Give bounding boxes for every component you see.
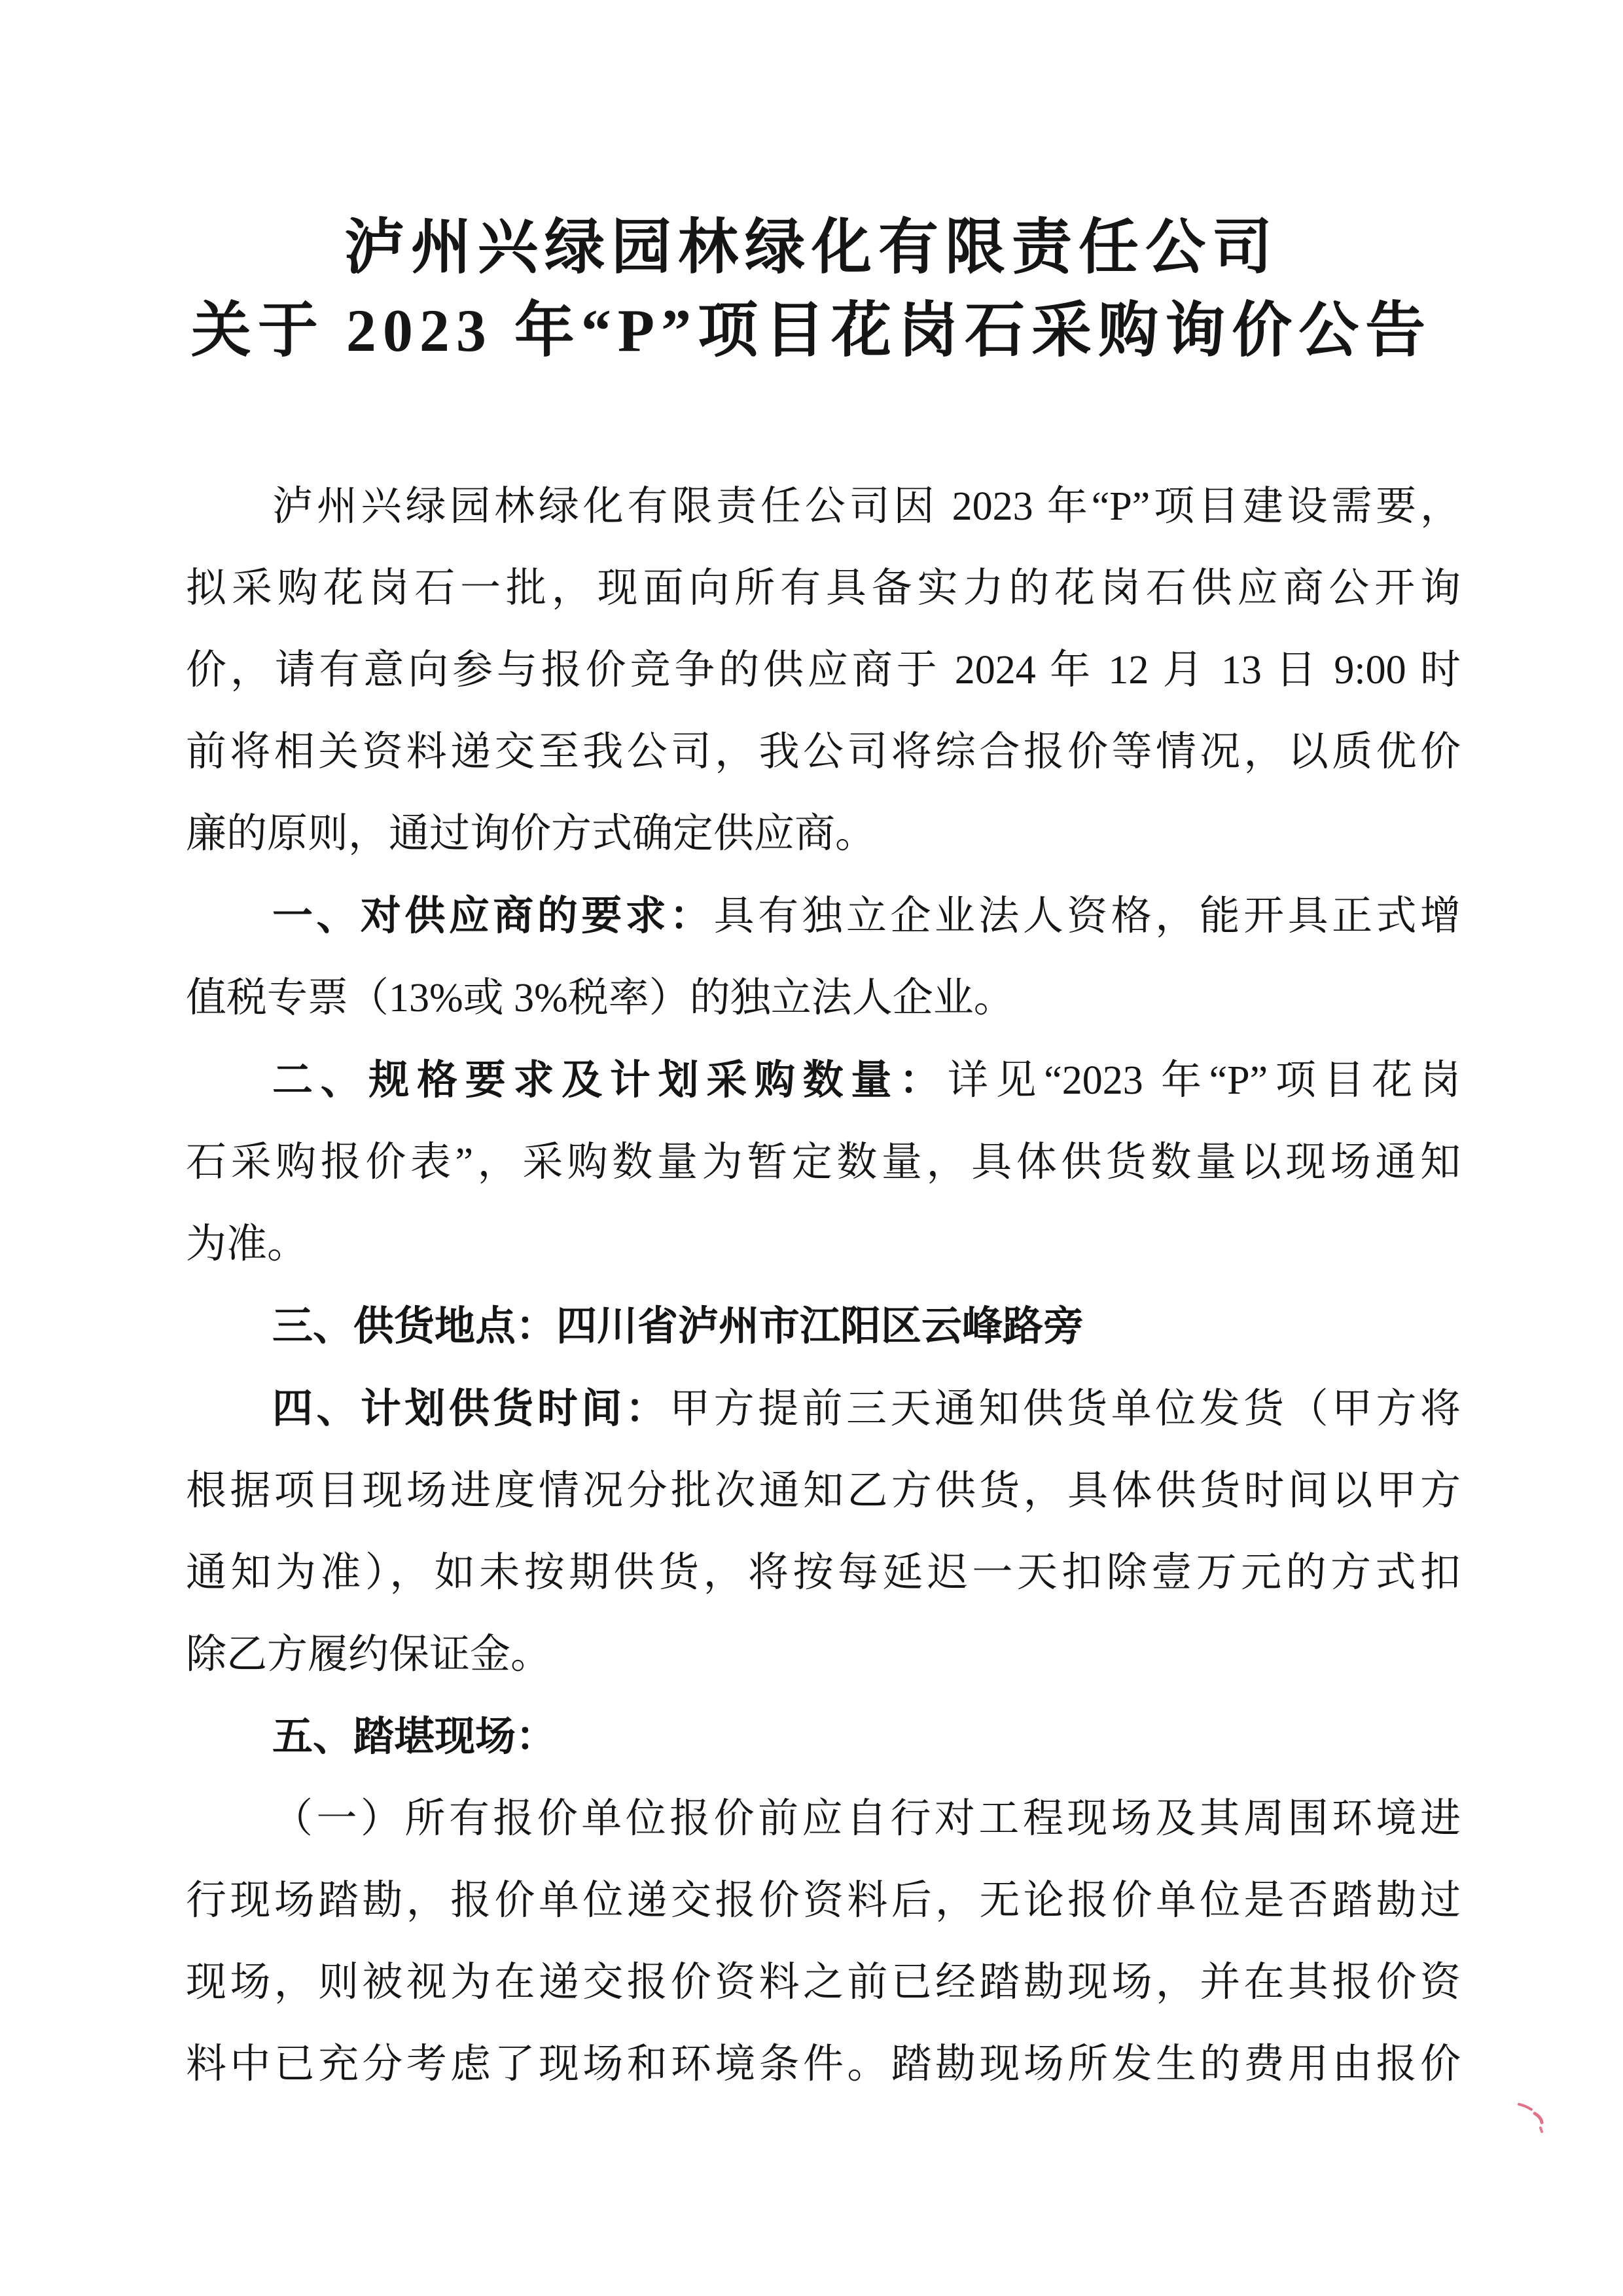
body-run: 行现场踏勘，报价单位递交报价资料后，无论报价单位是否踏勘过 [186,1878,1461,1923]
body-line [186,793,1461,875]
body-line [186,1942,1461,2024]
body-run: 值税专票（13%或 3%税率）的独立法人企业。 [186,976,1014,1020]
body-run: 石采购报价表”，采购数量为暂定数量，具体供货数量以现场通知 [186,1140,1461,1185]
body-run: 料中已充分考虑了现场和环境条件。踏勘现场所发生的费用由报价 [186,2042,1461,2087]
body-run: （一）所有报价单位报价前应自行对工程现场及其周围环境进 [272,1797,1461,1841]
title-line-1: 泸州兴绿园林绿化有限责任公司 [344,214,1279,281]
body-line [186,1860,1461,1942]
body-run: 前将相关资料递交至我公司，我公司将综合报价等情况，以质优价 [186,730,1461,774]
body-line [186,711,1461,793]
body-run: 甲方提前三天通知供货单位发货（甲方将 [669,1387,1461,1431]
body-run-bold: 三、供货地点：四川省泸州市江阳区云峰路旁 [272,1304,1084,1349]
pink-ink-mark [1517,2098,1551,2134]
body-line [186,958,1461,1039]
body-run: 泸州兴绿园林绿化有限责任公司因 2023 年“P”项目建设需要， [272,484,1461,529]
document-body [186,466,1461,2106]
document-title [0,206,1623,372]
body-run-bold: 四、计划供货时间： [272,1386,670,1431]
body-line [186,1450,1461,1532]
body-line [186,1285,1461,1368]
body-run: 现场，则被视为在递交报价资料之前已经踏勘现场，并在其报价资 [186,1960,1461,2005]
body-run: 根据项目现场进度情况分批次通知乙方供货，具体供货时间以甲方 [186,1469,1461,1513]
body-line [186,466,1461,548]
body-run: 通知为准），如未按期供货，将按每延迟一天扣除壹万元的方式扣 [186,1551,1461,1595]
body-line [186,1614,1461,1696]
body-line [186,1532,1461,1614]
body-line [186,630,1461,711]
body-line [186,1696,1461,1778]
body-line [186,1778,1461,1860]
body-run: 价，请有意向参与报价竞争的供应商于 2024 年 12 月 13 日 9:00 时 [186,648,1461,692]
body-run-bold: 一、对供应商的要求： [272,893,714,939]
body-line [186,1368,1461,1450]
body-line [186,875,1461,958]
body-line [186,1204,1461,1285]
body-run: 拟采购花岗石一批，现面向所有具备实力的花岗石供应商公开询 [186,566,1461,611]
body-line [186,548,1461,630]
title-line-2: 关于 2023 年“P”项目花岗石采购询价公告 [190,297,1433,364]
body-line [186,1122,1461,1204]
body-line [186,1039,1461,1122]
body-run-bold: 五、踏堪现场： [272,1714,557,1759]
body-line [186,2024,1461,2106]
body-run: 具有独立企业法人资格，能开具正式增 [713,894,1461,939]
body-run: 廉的原则，通过询价方式确定供应商。 [186,812,876,856]
body-run: 为准。 [186,1222,308,1266]
body-run-bold: 二、规格要求及计划采购数量： [272,1058,948,1103]
body-run: 详见“2023 年“P”项目花岗 [947,1058,1461,1103]
body-run: 除乙方履约保证金。 [186,1632,552,1677]
